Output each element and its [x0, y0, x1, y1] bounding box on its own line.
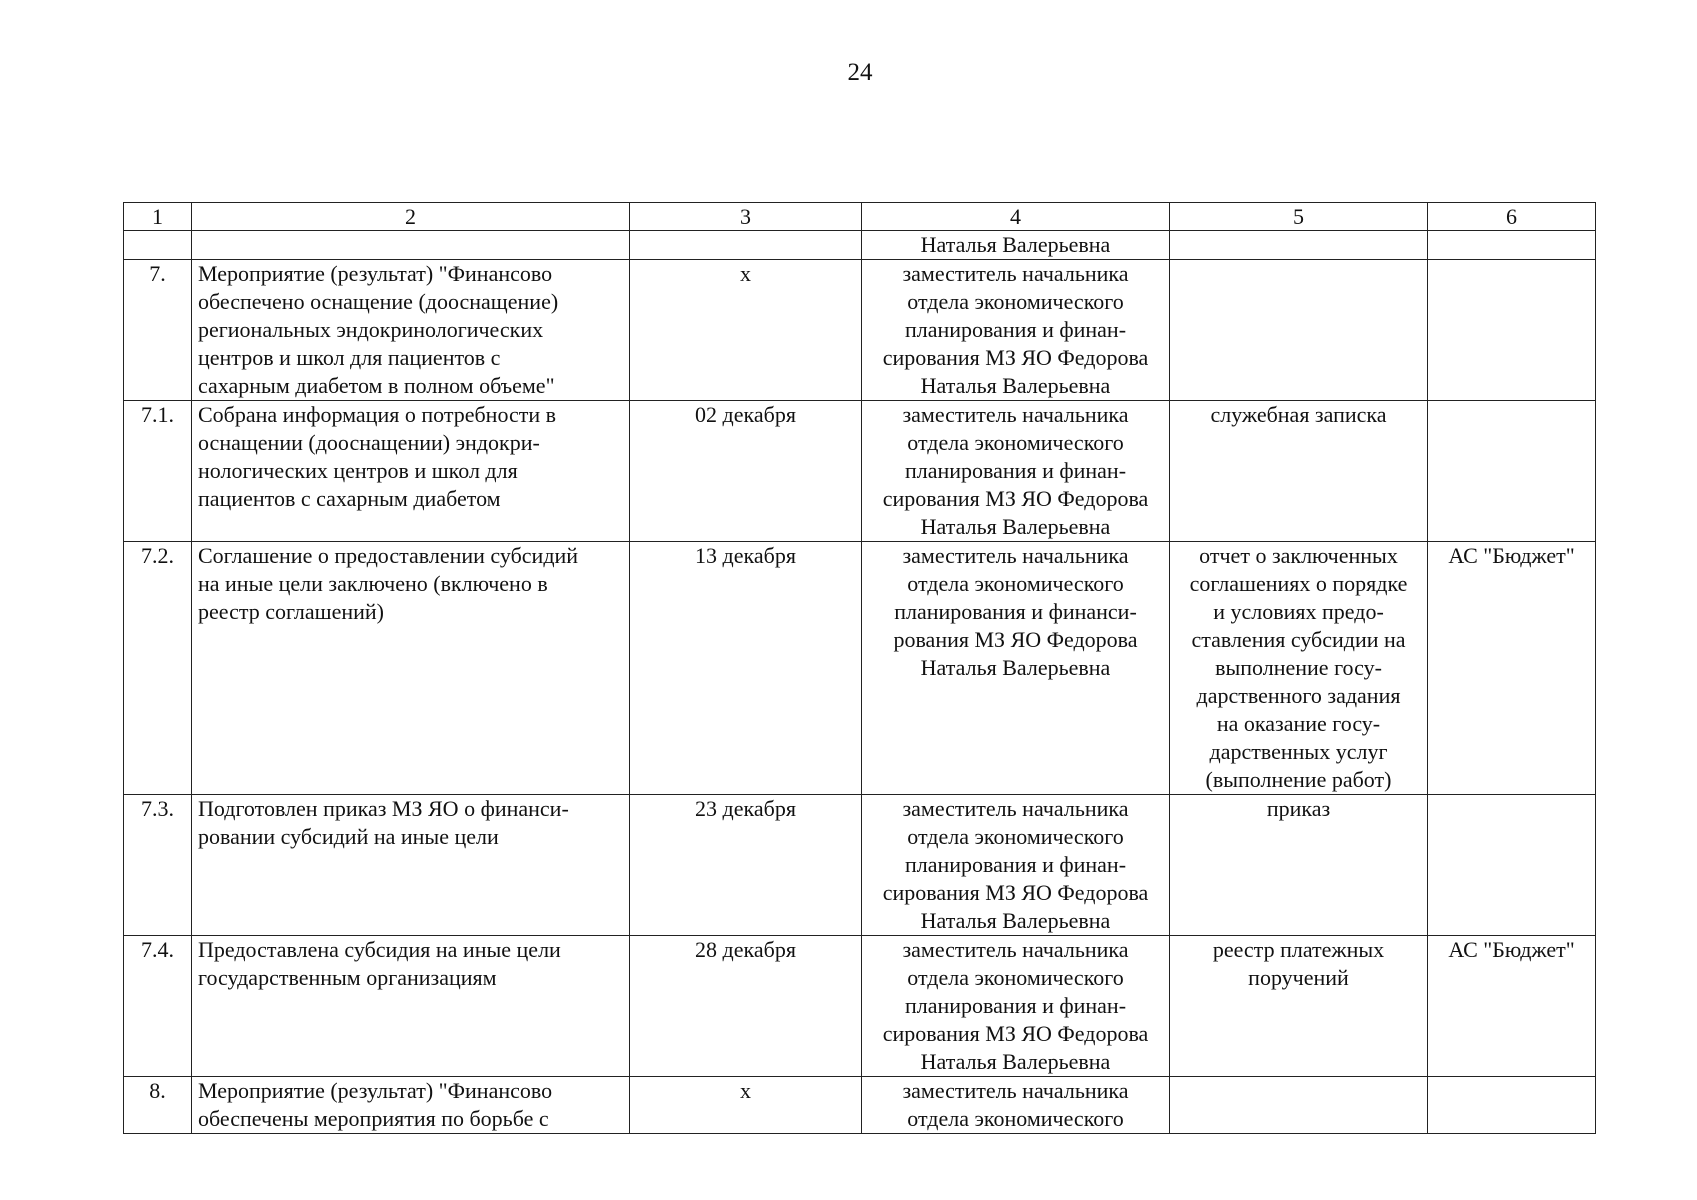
table-row	[124, 795, 1596, 936]
column-number-6: 6	[1428, 203, 1596, 231]
responsible-text: заместитель начальника отдела экономического планирования и финан- сирования МЗ ЯО Федорова Наталья Валерьевна	[882, 796, 1149, 933]
row-number: 7.	[124, 260, 192, 401]
event-cell	[192, 1077, 630, 1134]
document-text: реестр платежных поручений	[1212, 937, 1385, 990]
system-cell: АС "Бюджет"	[1428, 542, 1596, 795]
document-text: отчет о заключенных соглашениях о порядке и условиях предо- ставления субсидии на выполнение госу- дарственного задания на оказание госу- дарственных услуг (выполнение работ)	[1189, 543, 1408, 792]
row-number: 7.1.	[124, 401, 192, 542]
date-cell: 23 декабря	[630, 795, 862, 936]
event-cell	[192, 231, 630, 260]
date-cell: 02 декабря	[630, 401, 862, 542]
event-cell	[192, 260, 630, 401]
system-cell	[1428, 260, 1596, 401]
column-number-2: 2	[192, 203, 630, 231]
document-cell: служебная записка	[1170, 401, 1428, 542]
column-number-4: 4	[862, 203, 1170, 231]
plan-table	[123, 202, 1596, 1134]
system-cell	[1428, 401, 1596, 542]
event-text: Предоставлена субсидия на иные цели государственным организациям	[198, 937, 561, 990]
row-number: 7.3.	[124, 795, 192, 936]
date-cell: 28 декабря	[630, 936, 862, 1077]
event-text: Подготовлен приказ МЗ ЯО о финанси- ровании субсидий на иные цели	[198, 796, 569, 849]
system-cell	[1428, 795, 1596, 936]
date-cell: 13 декабря	[630, 542, 862, 795]
table-row	[124, 401, 1596, 542]
responsible-text: заместитель начальника отдела экономического	[902, 1078, 1129, 1131]
event-cell	[192, 936, 630, 1077]
system-cell: АС "Бюджет"	[1428, 936, 1596, 1077]
document-cell	[1170, 542, 1428, 795]
document-cell: приказ	[1170, 795, 1428, 936]
event-cell	[192, 401, 630, 542]
table-row	[124, 260, 1596, 401]
column-number-3: 3	[630, 203, 862, 231]
table-row	[124, 542, 1596, 795]
document-cell	[1170, 260, 1428, 401]
table-row	[124, 1077, 1596, 1134]
date-cell: х	[630, 260, 862, 401]
system-cell	[1428, 1077, 1596, 1134]
event-text: Мероприятие (результат) "Финансово обеспечены мероприятия по борьбе с	[198, 1078, 553, 1131]
date-cell: х	[630, 1077, 862, 1134]
page-number: 24	[847, 59, 873, 86]
responsible-cell	[862, 542, 1170, 795]
responsible-cell	[862, 231, 1170, 260]
row-number: 8.	[124, 1077, 192, 1134]
date-cell	[630, 231, 862, 260]
column-number-5: 5	[1170, 203, 1428, 231]
responsible-text: заместитель начальника отдела экономического планирования и финан- сирования МЗ ЯО Федорова Наталья Валерьевна	[882, 261, 1149, 398]
event-cell	[192, 795, 630, 936]
responsible-cell	[862, 401, 1170, 542]
event-text: Собрана информация о потребности в оснащении (дооснащении) эндокри- нологических центров и школ для пациентов с сахарным диабетом	[198, 402, 557, 511]
document-cell	[1170, 936, 1428, 1077]
responsible-text: Наталья Валерьевна	[920, 232, 1111, 257]
row-number	[124, 231, 192, 260]
responsible-cell	[862, 1077, 1170, 1134]
responsible-text: заместитель начальника отдела экономического планирования и финанси- рования МЗ ЯО Федорова Наталья Валерьевна	[893, 543, 1138, 680]
row-number: 7.4.	[124, 936, 192, 1077]
responsible-cell	[862, 795, 1170, 936]
responsible-text: заместитель начальника отдела экономического планирования и финан- сирования МЗ ЯО Федорова Наталья Валерьевна	[882, 402, 1149, 539]
responsible-text: заместитель начальника отдела экономического планирования и финан- сирования МЗ ЯО Федорова Наталья Валерьевна	[882, 937, 1149, 1074]
event-cell	[192, 542, 630, 795]
responsible-cell	[862, 936, 1170, 1077]
table-header-row	[124, 203, 1596, 231]
responsible-cell	[862, 260, 1170, 401]
event-text: Мероприятие (результат) "Финансово обеспечено оснащение (дооснащение) региональных эндокринологических центров и школ для пациентов с сахарным диабетом в полном объеме"	[198, 261, 559, 398]
document-cell	[1170, 231, 1428, 260]
system-cell	[1428, 231, 1596, 260]
table-row	[124, 936, 1596, 1077]
event-text: Соглашение о предоставлении субсидий на иные цели заключено (включено в реестр соглашений)	[198, 543, 579, 624]
row-number: 7.2.	[124, 542, 192, 795]
column-number-1: 1	[124, 203, 192, 231]
table-row	[124, 231, 1596, 260]
document-cell	[1170, 1077, 1428, 1134]
